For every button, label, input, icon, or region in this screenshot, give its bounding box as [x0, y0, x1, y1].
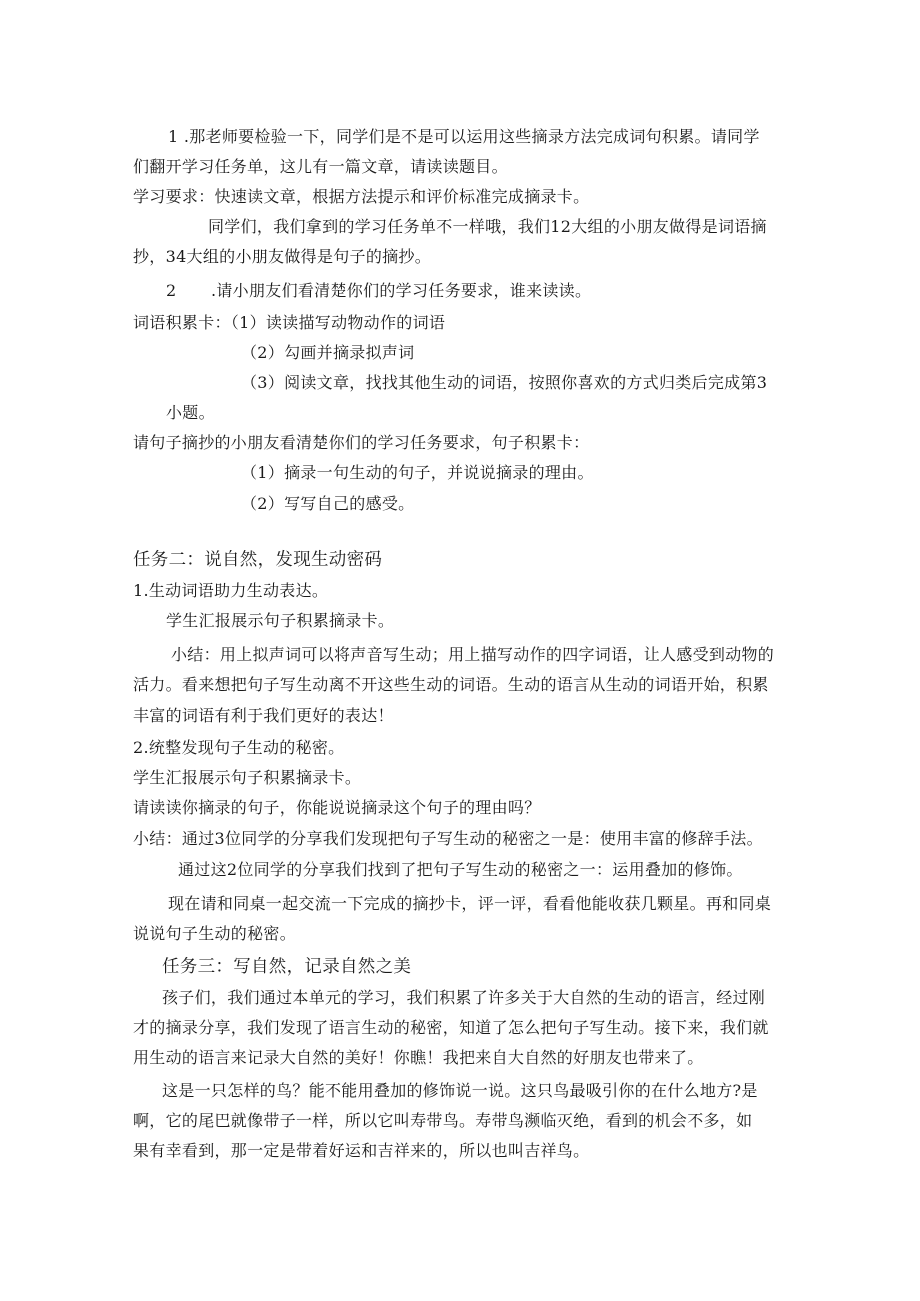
paragraph-line: 学生汇报展示句子积累摘录卡。	[133, 768, 362, 787]
paragraph-line: 孩子们，我们通过本单元的学习，我们积累了许多关于大自然的生动的语言，经过刚	[162, 988, 766, 1007]
paragraph-line: 通过这2位同学的分享我们找到了把句子写生动的秘密之一：运用叠加的修饰。	[178, 860, 743, 879]
paragraph-line: 抄，34大组的小朋友做得是句子的摘抄。	[133, 247, 432, 266]
paragraph-line: 词语积累卡：（1）读读描写动物动作的词语	[133, 313, 446, 332]
paragraph-line: （3）阅读文章，找找其他生动的词语，按照你喜欢的方式归类后完成第3	[241, 373, 768, 392]
section-heading: 任务二：说自然，发现生动密码	[133, 550, 383, 570]
paragraph-line: 1.生动词语助力生动表达。	[133, 581, 329, 600]
paragraph-line: 啊，它的尾巴就像带子一样，所以它叫寿带鸟。寿带鸟濒临灭绝，看到的机会不多，如	[133, 1111, 753, 1130]
paragraph-line: 小结：通过3位同学的分享我们发现把句子写生动的秘密之一是：使用丰富的修辞手法。	[133, 829, 763, 848]
paragraph-line: .请小朋友们看清楚你们的学习任务要求，谁来读读。	[211, 281, 592, 300]
paragraph-line: 1 .那老师要检验一下，同学们是不是可以运用这些摘录方法完成词句积累。请同学	[168, 127, 760, 146]
paragraph-line: 丰富的词语有利于我们更好的表达！	[133, 706, 394, 725]
paragraph-line: 这是一只怎样的鸟？能不能用叠加的修饰说一说。这只鸟最吸引你的在什么地方?是	[162, 1081, 758, 1100]
paragraph-line: （1）摘录一句生动的句子，并说说摘录的理由。	[241, 463, 594, 482]
paragraph-line: 活力。看来想把句子写生动离不开这些生动的词语。生动的语言从生动的词语开始，积累	[133, 675, 769, 694]
paragraph-line: 请句子摘抄的小朋友看清楚你们的学习任务要求，句子积累卡：	[133, 433, 590, 452]
paragraph-line: 学生汇报展示句子积累摘录卡。	[166, 611, 395, 630]
paragraph-line: 小题。	[166, 403, 215, 422]
paragraph-line: 同学们，我们拿到的学习任务单不一样哦，我们12大组的小朋友做得是词语摘	[208, 217, 767, 236]
list-number: 2	[166, 281, 177, 300]
paragraph-line: 才的摘录分享，我们发现了语言生动的秘密，知道了怎么把句子写生动。接下来，我们就	[133, 1018, 769, 1037]
paragraph-line: 们翻开学习任务单，这儿有一篇文章，请读读题目。	[133, 157, 508, 176]
section-heading: 任务三：写自然，记录自然之美	[162, 957, 412, 977]
paragraph-line: 请读读你摘录的句子，你能说说摘录这个句子的理由吗？	[133, 798, 541, 817]
paragraph-line: （2）勾画并摘录拟声词	[241, 343, 415, 362]
paragraph-line: 学习要求：快速读文章，根据方法提示和评价标准完成摘录卡。	[133, 187, 590, 206]
paragraph-line: 果有幸看到，那一定是带着好运和吉祥来的，所以也叫吉祥鸟。	[133, 1141, 590, 1160]
paragraph-line: 现在请和同桌一起交流一下完成的摘抄卡，评一评，看看他能收获几颗星。再和同桌	[168, 894, 772, 913]
paragraph-line: 小结：用上拟声词可以将声音写生动；用上描写动作的四字词语，让人感受到动物的	[171, 645, 775, 664]
paragraph-line: 用生动的语言来记录大自然的美好！你瞧！我把来自大自然的好朋友也带来了。	[133, 1048, 704, 1067]
paragraph-line: （2）写写自己的感受。	[241, 494, 415, 513]
paragraph-line: 说说句子生动的秘密。	[133, 924, 297, 943]
paragraph-line: 2.统整发现句子生动的秘密。	[133, 738, 345, 757]
